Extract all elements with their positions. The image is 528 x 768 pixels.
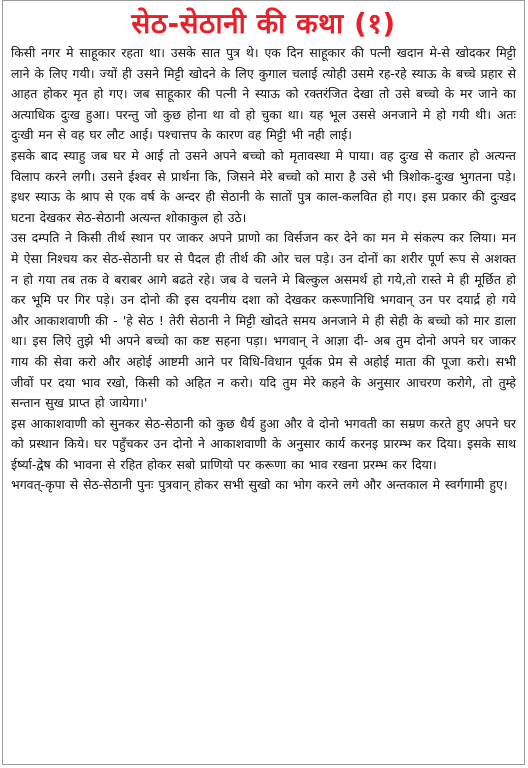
story-paragraph-3: उस दम्पति ने किसी तीर्थ स्थान पर जाकर अपने प्राणो का विर्सजन कर देने का मन मे संकल्प कर लिया। मन मे ऐसा निश्चय कर सेठ-सेठानी घर से पैदल ही तीर्थ की ओर चल पड़े। उन दोनों का शरीर पूर्ण रूप से अशक्त न हो गया तब तक वे बराबर आगे बढते रहे। जब वे चलने मे बिल्कुल असमर्थ हो गये,तो रास्ते मे ही मूर्छित हो कर भूमि पर गिर पड़े। उन दोनो की इस दयनीय दशा को देखकर करूणानिधि भगवान् उन पर दयार्द्र हो गये और आकाशवाणी की - 'हे सेठ ! तेरी सेठानी ने मिट्टी खोदते समय अनजाने मे ही सेही के बच्चो को मार डाला था। इस लिऐ तुझे भी अपने बच्चो का कष्ट सहना पड़ा। भगवान् ने आज्ञा दी- अब तुम दोनो अपने घर जाकर गाय की सेवा करो और अहोई आष्टमी आने पर विधि-विधान पूर्वक प्रेम से अहोई माता की पूजा करो। सभी जीवों पर दया भाव रखो, किसी को अहित न करो। यदि तुम मेरे कहने के अनुसार आचरण करोगे, तो तुम्हे सन्तान सुख प्राप्त हो जायेगा।' [11,230,516,411]
story-paragraph-5: भगवत्-कृपा से सेठ-सेठानी पुनः पुत्रवान् होकर सभी सुखो का भोग करने लगे और अन्तकाल मे स्वर्गगामी हुए। [11,477,508,493]
story-frame [2,0,525,765]
story-body [11,43,516,496]
story-title: सेठ-सेठानी की कथा (१) [131,7,396,40]
story-paragraph-1: किसी नगर मे साहूकार रहता था। उसके सात पुत्र थे। एक दिन साहूकार की पत्नी खदान मे-से खोदकर मिट्टी लाने के लिए गयी। ज्यों ही उसने मिट्टी खोदने के लिए कुगाल चलाई त्योही उसमे रह-रहे स्याऊ के बच्चे प्रहार से आहत होकर मृत हो गए। जब साहूकार की पत्नी ने स्याऊ को रक्तरंजित देखा तो उसे बच्चो के मर जाने का अत्याधिक दुःख हुआ। परन्तु जो कुछ होना था वो हो चुका था। यह भूल उससे अनजाने मे हो गयी थी। अतः दुःखी मन से वह घर लौट आई। पश्चात्तप के कारण वह मिट्टी भी नही लाई। [11,45,516,143]
story-paragraph-4: इस आकाशवाणी को सुनकर सेठ-सेठानी को कुछ धैर्य हुआ और वे दोनो भगवती का सम्रण करते हुए अपने घर को प्रस्थान किये। घर पहुँचकर उन दोनो ने आकाशवाणी के अनुसार कार्य करनइ प्रारम्भ कर दिया। इसके साथ ईर्ष्या-द्वेष की भावना से रहित होकर सबो प्राणियो पर करूणा का भाव रखना प्ररम्भ कर दिया। [11,415,516,472]
story-paragraph-2: इसके बाद स्याहु जब घर मे आई तो उसने अपने बच्चो को मृतावस्था मे पाया। वह दुःख से कतार हो अत्यन्त विलाप करने लगी। उसने ईश्वर से प्रार्थना कि, जिसने मेरे बच्चो को मारा है उसे भी त्रिशोक-दुःख भुगतना पड़े। इधर स्याऊ के श्राप से एक वर्ष के अन्दर ही सेठानी के सातों पुत्र काल-कलवित हो गए। इस प्रकार की दुःखद घटना देखकर सेठ-सेठानी अत्यन्त शोकाकुल हो उठे। [11,147,516,225]
